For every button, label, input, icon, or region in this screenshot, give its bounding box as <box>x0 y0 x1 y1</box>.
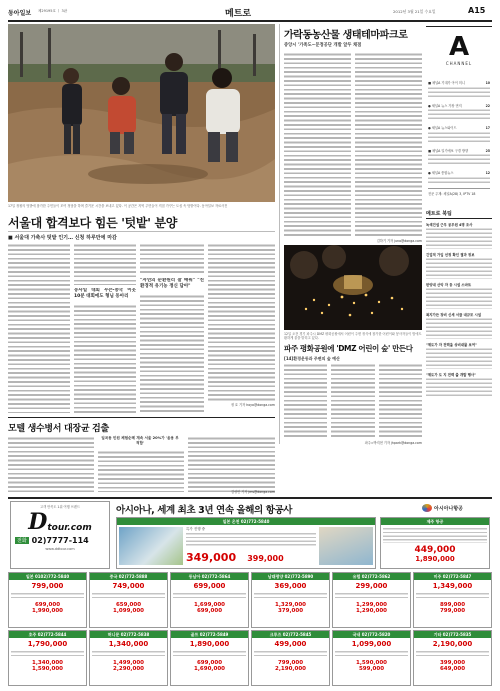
right-column-divider <box>279 24 280 444</box>
metro-brief-item[interactable]: 긴업적 가입 선정 확인 결과 정보 <box>426 252 492 279</box>
metro-brief-heading: 메트로 북팀 <box>426 210 492 219</box>
channel-a-item[interactable]: ■ 채널A 기대가 아이 미니 10 <box>428 81 490 98</box>
ad-featured-price-2: 399,000 <box>247 554 284 563</box>
ad-grid-item[interactable]: 기타 02)772-5835 2,190,000 399,000 649,000 <box>413 630 492 686</box>
ad-right-tag-price-2: 1,890,000 <box>415 555 455 563</box>
ad-grid-item[interactable]: 국내 02)772-5820 1,099,000 1,590,000 599,000 <box>332 630 411 686</box>
dmz-photo <box>284 245 422 330</box>
phone-icon: 전화 <box>17 538 27 544</box>
ad-logo-sub: 고객 만족도 1위 여행 브랜드 <box>40 505 80 509</box>
second-byline: 김성민 기자 jms@donga.com <box>230 490 275 494</box>
ad-web: www.ddtour.com <box>45 547 75 551</box>
lead-photo <box>8 24 275 202</box>
dmz-byline: 파주=박지현 기자 jhpark@donga.com <box>364 441 422 445</box>
lead-headline-rule <box>8 231 275 232</box>
second-body <box>8 436 275 492</box>
dmz-subhead: [14]환경운동과 주변의 숲 예산 <box>284 356 340 361</box>
ad-grid-item[interactable]: 일본 0102)772-5840 799,000 699,000 1,990,000 <box>8 572 87 628</box>
ad-grid-item[interactable]: 호주 02)772-5844 1,790,000 1,340,000 1,590,000 <box>8 630 87 686</box>
ad-logo-text: tour.com <box>47 523 92 533</box>
lead-photo-caption: 17일 정원의 텃밭에 참가한 주민들이 모여 정담을 하며 즐거운 시간을 보내고 있다. 이 공간은 지역 주민들이 직접 가꾸는 도심 속 텃밭이다. 동아일보 자료사진 <box>8 204 228 208</box>
ad-headline: 아시아나, 세계 최초 3년 연속 올해의 항공사 <box>116 505 293 516</box>
ad-grid-item[interactable]: 미주 02)772-5847 1,349,000 899,000 799,000 <box>413 572 492 628</box>
second-story-rule <box>8 417 275 418</box>
ad-featured-title: 일본 온천 02)772-5840 <box>117 518 375 525</box>
lead-byline: 정 호 기자 hoya@donga.com <box>230 403 275 407</box>
page-number: A15 <box>468 6 486 15</box>
lead-body-col-4 <box>208 243 275 413</box>
channel-a-item[interactable]: ● 채널A 뉴스와이드 17 <box>428 126 490 143</box>
metro-brief <box>426 210 492 450</box>
ad-right-tag-title: 제주 항공 <box>381 518 489 525</box>
metro-brief-item[interactable]: "제도가 도 지 전력 출 개발 행사" <box>426 372 492 397</box>
garden-photo-illustration <box>8 24 275 202</box>
metro-brief-item[interactable]: 복지가든 장비 신세 서클 대규모 시설 <box>426 312 492 339</box>
ad-featured-photo <box>119 527 183 565</box>
channel-a-logo-letter: A <box>448 32 470 62</box>
masthead <box>8 5 492 19</box>
lead-subhead: ■ 서울대 가축사 텃밭 인기… 신청 하루만에 마감 <box>8 235 117 241</box>
channel-a-list <box>428 81 490 196</box>
ad-grid-item[interactable]: 골프 02)772-5849 1,890,000 699,000 1,690,000 <box>170 630 249 686</box>
channel-a-item[interactable]: ● 채널A 뉴스 가장 먼저 22 <box>428 104 490 121</box>
metro-brief-item[interactable]: 녹색건설 근무 공무원 4명 조사 <box>426 222 492 249</box>
right-headline: 가락동농산물 생태테마파크로 <box>284 30 408 41</box>
ad-featured[interactable] <box>116 517 376 569</box>
ad-grid-item[interactable]: 중국 02)772-5888 749,000 659,000 1,099,000 <box>89 572 168 628</box>
ad-section-rule <box>8 497 492 499</box>
second-subhead: 일곡동 민원 체험순례 계속 서울 20%가 '음용 부적합' <box>101 436 179 445</box>
lead-subhead-2: 농사일 대회 무슨·중국 이웃 10분 대회에도 형님 동아리 <box>74 288 136 299</box>
airline-name: 아시아나항공 <box>434 505 463 512</box>
dmz-body <box>284 363 422 439</box>
right-byline: 김하기 기자 juno@donga.com <box>376 239 422 243</box>
ad-featured-sub: 특가 진행 중 <box>186 527 206 531</box>
metro-brief-item[interactable]: 한양대 산악 자 등 시설 스마트 <box>426 282 492 309</box>
airline-wing-icon <box>422 504 432 512</box>
metro-brief-item[interactable]: "제도가 자 전력을 상비대를 보여" <box>426 342 492 369</box>
channel-a-footer: 전문 주재: 채널A(28) 3, IPTV 18 <box>428 188 490 196</box>
channel-a-item[interactable]: ● 채널A 종합뉴스 12 <box>428 171 490 184</box>
ad-right-tag[interactable] <box>380 517 490 569</box>
ad-featured-photo-2 <box>319 527 373 565</box>
lead-subhead-3: "자연의 순환원리 잘 배워" "친환경적 유기농 정신 담아" <box>140 278 204 289</box>
channel-a-box <box>426 26 492 196</box>
dmz-photo-caption: 12일 오전 경기 파주시 DMZ 평화공원에서 어린이 주변 정식에 참가한 어린이와 봉사자들이 밤에도 환하게 불을 밝히고 있다. <box>284 332 422 341</box>
channel-a-item[interactable]: ■ 채널A 일기예보 구경 방향 25 <box>428 149 490 166</box>
channel-a-logo-text: CHANNEL <box>445 61 473 66</box>
ad-grid-item[interactable]: 남태평양 02)772-5890 369,000 1,329,000 379,000 <box>251 572 330 628</box>
ad-phone: 02)7777-114 <box>31 536 89 545</box>
ad-featured-price: 349,000 <box>186 551 237 564</box>
issue-date: 2012년 3월 21일 수요일 <box>393 9 436 14</box>
ad-grid-item[interactable]: 허니문 02)772-5838 1,340,000 1,499,000 2,290,000 <box>89 630 168 686</box>
channel-a-logo <box>430 33 488 75</box>
airline-logo <box>422 501 490 515</box>
masthead-rule <box>8 20 492 22</box>
ad-grid-item[interactable]: 동남아 02)772-5864 699,000 1,699,000 699,000 <box>170 572 249 628</box>
lead-body-col-1 <box>8 243 70 413</box>
ad-logo-block[interactable] <box>10 501 110 569</box>
right-subhead: 중앙시 '가족도~문정공단 개발 앞두 채점 <box>284 43 362 48</box>
night-festival-illustration <box>284 245 422 330</box>
ad-right-tag-price: 449,000 <box>414 545 456 555</box>
lead-body-col-3 <box>140 243 204 413</box>
ad-grid-item[interactable]: 크루즈 02)772-5845 499,000 799,000 2,190,000 <box>251 630 330 686</box>
second-headline: 모텔 생수병서 대장균 검출 <box>8 424 109 434</box>
edition-number: 제29195호 ㅣ 3판 <box>38 9 68 13</box>
lead-headline: 서울대 합격보다 힘든 '텃밭' 분양 <box>8 216 178 230</box>
ad-logo-d-icon: D <box>28 509 48 535</box>
ad-grid-item[interactable]: 유럽 02)772-5862 299,000 1,299,000 1,290,000 <box>332 572 411 628</box>
lead-body-col-2 <box>74 243 136 413</box>
dmz-headline: 파주 평화공원에 'DMZ 어린이 숲' 만든다 <box>284 344 413 353</box>
section-title: 메트로 <box>225 9 252 19</box>
paper-name: 동아일보 <box>8 10 32 17</box>
ad-grid <box>8 572 492 686</box>
right-body <box>284 52 422 237</box>
